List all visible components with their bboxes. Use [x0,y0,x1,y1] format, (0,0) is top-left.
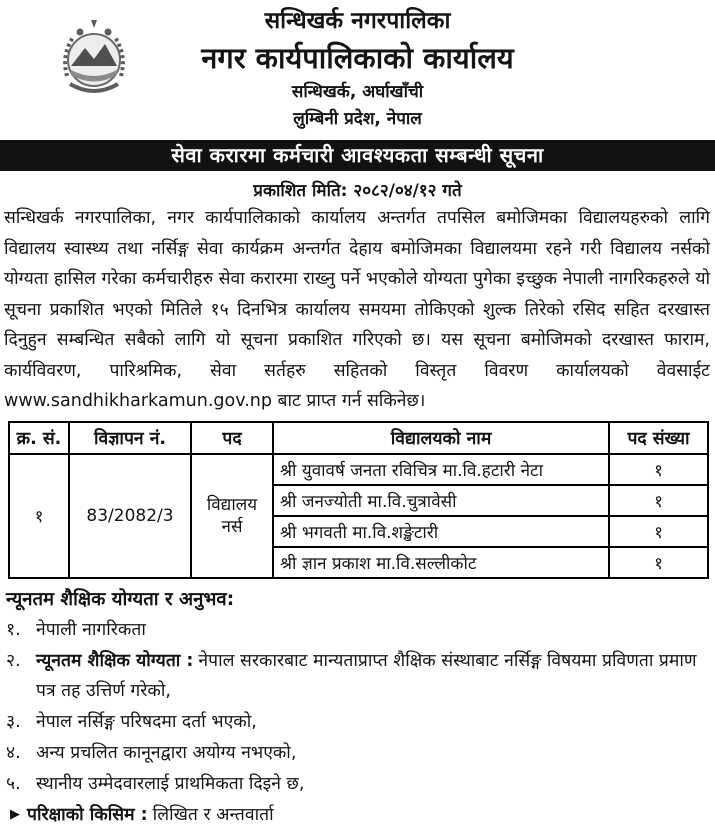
header-serial: क्र. सं. [9,422,69,454]
office-address: सन्धिखर्क, अर्घाखाँची [291,82,424,102]
item-text-wrap [36,615,707,645]
item-text-wrap [36,769,707,799]
qualification-item [6,646,707,706]
vacancy-table [8,421,709,579]
office-province: लुम्बिनी प्रदेश, नेपाल [293,109,422,129]
table-header-row [9,422,708,454]
item-number: २. [6,650,21,671]
item-text-wrap [36,738,707,768]
item-number: ३. [6,711,21,732]
office-name: नगर कार्यपालिकाको कार्यालय [201,41,514,75]
municipality-emblem-icon [58,14,130,110]
item-text-wrap [36,646,707,706]
notice-title-banner: सेवा करारमा कर्मचारी आवश्यकता सम्बन्धी सूचना [0,140,715,171]
arrow-bullet-icon: ▶ [10,806,20,822]
advertisement-no-cell: 83/2082/3 [69,454,191,578]
qualification-item [6,707,707,737]
letterhead [0,0,715,140]
item-text: स्थानीय उम्मेदवारलाई प्राथमिकता दिइने छ, [36,773,305,794]
item-text: अन्य प्रचलित कानूनद्वारा अयोग्य नभएको, [36,742,297,763]
municipality-name: सन्धिखर्क नगरपालिका [264,8,451,34]
item-text: नेपाली नागरिकता [36,619,146,640]
exam-type-line [6,800,707,832]
notice-body-paragraph: सन्धिखर्क नगरपालिका, नगर कार्यपालिकाको कार्यालय अन्तर्गत तपसिल बमोजिमका विद्यालयहरुको लागि विद्यालय स्वास्थ्य तथा नर्सिङ्ग सेवा कार्यक्रम अन्तर्गत देहाय बमोजिमका विद्यालयमा रहने गरी विद्यालय नर्सको योग्यता हासिल गरेका कर्मचारीहरु सेवा करारमा राख्नु पर्ने भएकोले योग्यता पुगेका इच्छुक नेपाली नागरिकहरुले यो सूचना प्रकाशित भएको मितिले १५ दिनभित्र कार्यालय समयमा तोकिएको शुल्क तिरेको रसिद सहित दरखास्त दिनुहुन सम्बन्धित सबैको लागि यो सूचना प्रकाशित गरिएको छ। यस सूचना बमोजिमको दरखास्त फाराम, कार्यविवरण, पारिश्रमिक, सेवा सर्तहरु सहितको विस्तृत विवरण कार्यालयको वेवसाईट www.sandhikharkamun.gov.np बाट प्राप्त गर्न सकिनेछ। [4,208,710,411]
item-text: नेपाल नर्सिङ्ग परिषदमा दर्ता भएको, [36,711,257,732]
qualification-item [6,615,707,645]
exam-type-label: परिक्षाको किसिम : [27,804,148,825]
header-advertisement-no: विज्ञापन नं. [69,422,191,454]
item-bold-label: न्यूनतम शैक्षिक योग्यता : [36,650,194,671]
post-count-cell: १ [609,547,708,578]
school-name-cell: श्री युवावर्ष जनता रविचित्र मा.वि.हटारी नेटा [273,454,609,485]
serial-cell: १ [9,454,69,578]
header-school-name: विद्यालयको नाम [273,422,609,454]
post-count-cell: १ [609,454,708,485]
post-count-cell: १ [609,485,708,516]
qualification-item [6,769,707,799]
qualifications-heading: न्यूनतम शैक्षिक योग्यता र अनुभव: [6,588,235,610]
school-name-cell: श्री ज्ञान प्रकाश मा.वि.सल्लीकोट [273,547,609,578]
post-count-cell: १ [609,516,708,547]
school-name-cell: श्री भगवती मा.वि.शङ्खेटारी [273,516,609,547]
position-cell: विद्यालय नर्स [191,454,273,578]
exam-type-value: लिखित र अन्तवार्ता [152,804,274,825]
item-text: नेपाल सरकारबाट मान्यताप्राप्त शैक्षिक संस्थाबाट नर्सिङ्ग विषयमा प्रविणता प्रमाण पत्र तह उत्तिर्ण गरेको, [36,650,697,701]
header-position: पद [191,422,273,454]
published-date: प्रकाशित मिति: २०८२/०४/१२ गते [253,181,462,201]
header-post-count: पद संख्या [609,422,708,454]
qualifications-section [6,585,707,832]
qualification-item [6,738,707,768]
item-text-wrap [36,707,707,737]
table-row [9,454,708,485]
item-number: ४. [6,742,21,763]
item-number: ५. [6,773,21,794]
school-name-cell: श्री जनज्योती मा.वि.चुत्रावेसी [273,485,609,516]
item-number: १. [6,619,21,640]
